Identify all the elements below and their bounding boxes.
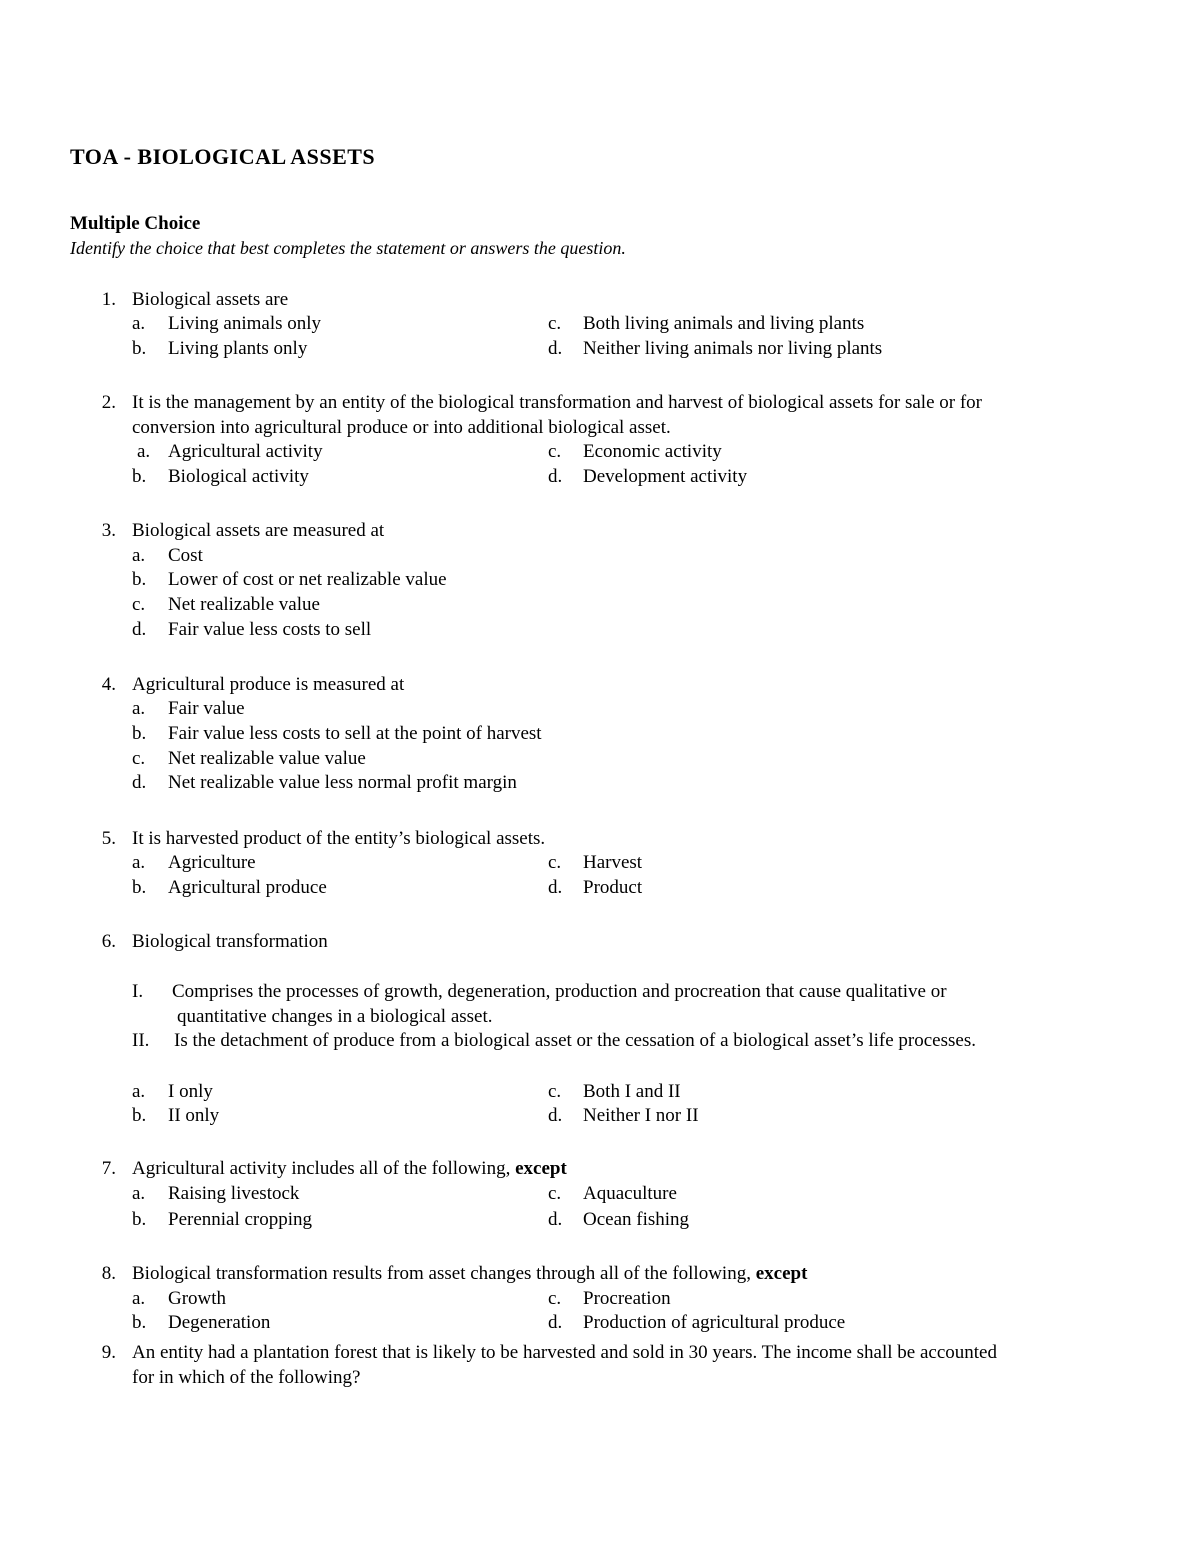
choice-text: Product xyxy=(583,877,643,898)
instructions: Identify the choice that best completes the statement or answers the question. xyxy=(70,238,626,258)
choice-letter: d. xyxy=(132,772,147,793)
choice-letter: a. xyxy=(132,852,146,873)
choice-letter: b. xyxy=(132,338,147,359)
choice-letter: b. xyxy=(132,1312,147,1333)
choice-text: Fair value less costs to sell at the point of harvest xyxy=(168,723,542,744)
question-number: 7. xyxy=(101,1158,116,1179)
question-number: 8. xyxy=(101,1263,116,1284)
choice-text: Net realizable value value xyxy=(168,748,366,769)
question-number: 9. xyxy=(101,1342,116,1363)
question-stem-wrap xyxy=(132,1157,567,1181)
page-title: TOA - BIOLOGICAL ASSETS xyxy=(70,144,376,169)
choice-letter: c. xyxy=(132,748,146,769)
question-stem: Biological assets are measured at xyxy=(132,520,385,541)
choice-text: Harvest xyxy=(583,852,643,873)
choice-letter: a. xyxy=(132,545,146,566)
choice-text: Both living animals and living plants xyxy=(583,313,865,334)
choice-text: Agricultural produce xyxy=(168,877,327,898)
choice-text: Raising livestock xyxy=(168,1183,300,1204)
choice-text: Neither living animals nor living plants xyxy=(583,338,883,359)
choice-text: Neither I nor II xyxy=(583,1105,699,1126)
choice-text: Net realizable value less normal profit margin xyxy=(168,772,517,793)
question-number: 1. xyxy=(101,289,116,310)
statement-numeral: I. xyxy=(132,981,144,1002)
question-stem: Agricultural produce is measured at xyxy=(132,674,405,695)
choice-letter: b. xyxy=(132,877,147,898)
statement-numeral: II. xyxy=(132,1030,150,1051)
choice-letter: a. xyxy=(132,1183,146,1204)
choice-letter: a. xyxy=(132,698,146,719)
question-number: 5. xyxy=(101,828,116,849)
choice-letter: d. xyxy=(548,1105,563,1126)
choice-letter: d. xyxy=(548,877,563,898)
choice-letter: a. xyxy=(137,441,151,462)
choice-letter: c. xyxy=(548,313,562,334)
choice-text: Production of agricultural produce xyxy=(583,1312,846,1333)
question-stem: Agricultural activity includes all of the following, xyxy=(132,1158,511,1179)
choice-text: Living animals only xyxy=(168,313,322,334)
choice-letter: c. xyxy=(548,852,562,873)
choice-text: Both I and II xyxy=(583,1081,681,1102)
choice-letter: c. xyxy=(548,1081,562,1102)
question-stem: for in which of the following? xyxy=(132,1367,361,1388)
choice-text: Procreation xyxy=(583,1288,671,1309)
choice-text: Living plants only xyxy=(168,338,308,359)
choice-letter: c. xyxy=(548,1183,562,1204)
choice-letter: d. xyxy=(548,1312,563,1333)
choice-text: Cost xyxy=(168,545,203,566)
choice-text: Agriculture xyxy=(168,852,256,873)
question-emphasis: except xyxy=(755,1263,808,1284)
question-stem: An entity had a plantation forest that is likely to be harvested and sold in 30 years. The income shall be accounted xyxy=(132,1342,997,1363)
choice-letter: b. xyxy=(132,466,147,487)
statement-text: Is the detachment of produce from a biological asset or the cessation of a biological asset’s life processes. xyxy=(174,1030,976,1051)
question-number: 3. xyxy=(101,520,116,541)
choice-text: Economic activity xyxy=(583,441,722,462)
choice-text: Fair value less costs to sell xyxy=(168,619,372,640)
choice-letter: d. xyxy=(132,619,147,640)
choice-text: Ocean fishing xyxy=(583,1209,690,1230)
question-number: 6. xyxy=(101,931,116,952)
choice-text: Degeneration xyxy=(168,1312,271,1333)
choice-text: I only xyxy=(168,1081,213,1102)
choice-text: Agricultural activity xyxy=(168,441,323,462)
choice-text: Growth xyxy=(168,1288,227,1309)
statement-text: Comprises the processes of growth, degeneration, production and procreation that cause qualitative or xyxy=(172,981,947,1002)
choice-text: Aquaculture xyxy=(583,1183,677,1204)
question-stem: It is the management by an entity of the biological transformation and harvest of biological assets for sale or for xyxy=(132,392,982,413)
question-stem-wrap xyxy=(132,1262,807,1286)
question-stem: Biological transformation xyxy=(132,931,328,952)
choice-letter: a. xyxy=(132,1288,146,1309)
choice-letter: b. xyxy=(132,1209,147,1230)
question-stem: conversion into agricultural produce or into additional biological asset. xyxy=(132,417,671,438)
choice-text: Biological activity xyxy=(168,466,309,487)
question-emphasis: except xyxy=(515,1158,567,1179)
choice-letter: d. xyxy=(548,338,563,359)
choice-letter: d. xyxy=(548,1209,563,1230)
choice-letter: b. xyxy=(132,1105,147,1126)
choice-letter: a. xyxy=(132,1081,146,1102)
choice-text: Lower of cost or net realizable value xyxy=(168,569,447,590)
question-number: 4. xyxy=(101,674,116,695)
choice-letter: a. xyxy=(132,313,146,334)
choice-text: II only xyxy=(168,1105,220,1126)
question-number: 2. xyxy=(101,392,116,413)
question-stem: Biological transformation results from asset changes through all of the following, xyxy=(132,1263,751,1284)
question-stem: It is harvested product of the entity’s biological assets. xyxy=(132,828,546,849)
choice-text: Net realizable value xyxy=(168,594,320,615)
choice-letter: d. xyxy=(548,466,563,487)
choice-letter: c. xyxy=(548,1288,562,1309)
statement-text: quantitative changes in a biological asset. xyxy=(177,1006,493,1027)
question-stem: Biological assets are xyxy=(132,289,289,310)
choice-letter: b. xyxy=(132,569,147,590)
choice-letter: c. xyxy=(548,441,562,462)
choice-text: Perennial cropping xyxy=(168,1209,313,1230)
section-heading: Multiple Choice xyxy=(70,213,201,234)
choice-text: Fair value xyxy=(168,698,245,719)
choice-letter: b. xyxy=(132,723,147,744)
choice-text: Development activity xyxy=(583,466,748,487)
choice-letter: c. xyxy=(132,594,146,615)
